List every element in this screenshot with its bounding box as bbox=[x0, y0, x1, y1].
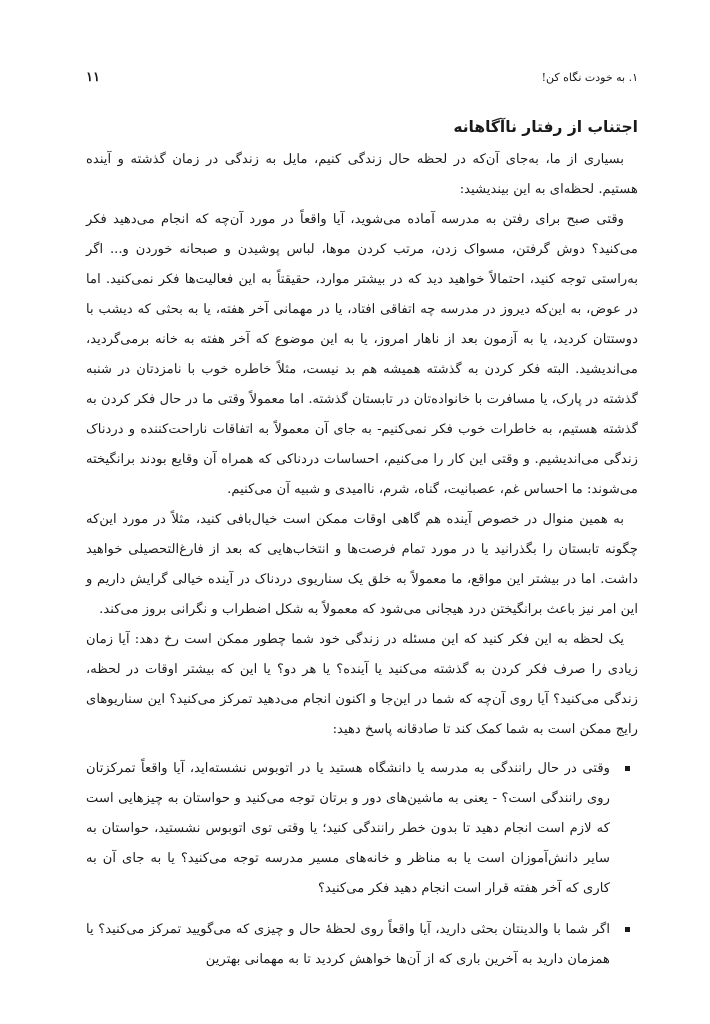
chapter-title: ۱. به خودت نگاه کن! bbox=[541, 71, 638, 84]
paragraph-future: به همین منوال در خصوص آینده هم گاهی اوقات ممکن است خیال‌بافی کنید، مثلاً در مورد این‌که چگونه تابستان را بگذرانید یا در مورد تمام فرصت‌ها و انتخاب‌هایی که بعد از فارغ‌التحصیلی خواهید داشت. اما در بیشتر این مواقع، ما معمولاً به خلق یک سناریوی دردناک در آینده خیالی گرایش داریم و این امر نیز باعث برانگیختن درد هیجانی می‌شود که معمولاً به شکل اضطراب و نگرانی بروز می‌کند. bbox=[86, 512, 638, 617]
paragraph-reflect: یک لحظه به این فکر کنید که این مسئله در زندگی خود شما چطور ممکن است رخ دهد: آیا زمان زیادی را صرف فکر کردن به گذشته می‌کنید یا آینده؟ یا هر دو؟ یا این که بیشتر اوقات در لحظه، زندگی می‌کنید؟ آیا روی آن‌چه که شما در این‌جا و اکنون انجام می‌دهید تمرکز می‌کنید؟ این سناریوهای رایج ممکن است به شما کمک کند تا صادقانه پاسخ دهید: bbox=[86, 632, 638, 737]
book-page bbox=[86, 70, 638, 986]
scenario-list bbox=[86, 754, 638, 975]
square-bullet-icon bbox=[625, 927, 630, 932]
list-item-text: وقتی در حال رانندگی به مدرسه یا دانشگاه هستید یا در اتوبوس نشسته‌اید، آیا واقعاً تمرکزتان روی رانندگی است؟ - یعنی به ماشین‌های دور و برتان توجه می‌کنید و حواستان به چیزهایی است که لازم است انجام دهید تا بدون خطر رانندگی کنید؛ یا وقتی توی اتوبوس نشستید، حواستان به سایر دانش‌آموزان است یا به مناظر و خانه‌های مسیر مدرسه توجه می‌کنید؟ یا به جای آن به کاری که آخر هفته قرار است انجام دهید فکر می‌کنید؟ bbox=[86, 761, 610, 896]
section-title: اجتناب از رفتار ناآگاهانه bbox=[453, 118, 638, 136]
paragraph-intro: بسیاری از ما، به‌جای آن‌که در لحظه حال زندگی کنیم، مایل به زندگی در زمان گذشته و آینده هستیم. لحظه‌ای به این بیندیشید: bbox=[86, 152, 638, 197]
list-item bbox=[86, 754, 630, 904]
list-item bbox=[86, 915, 630, 975]
paragraph-past: وقتی صبح برای رفتن به مدرسه آماده می‌شوید، آیا واقعاً در مورد آن‌چه که انجام می‌دهید فکر می‌کنید؟ دوش گرفتن، مسواک زدن، مرتب کردن موها، لباس پوشیدن و صبحانه خوردن و... اگر به‌راستی توجه کنید، احتمالاً خواهید دید که در بیشتر موارد، حقیقتاً به این فعالیت‌ها فکر نمی‌کنید. اما در عوض، به این‌که دیروز در مدرسه چه اتفاقی افتاد، یا در مهمانی آخر هفته، یا به بحثی که دیشب با دوستتان کردید، یا به آزمون بعد از ناهار امروز، یا به این موضوع که آخر هفته به خانه برمی‌گردید، می‌اندیشید. البته فکر کردن به گذشته همیشه هم بد نیست، مثلاً خاطره خوب با نامزدتان در شنبه گذشته در پارک، یا مسافرت با خانواده‌تان در تابستان گذشته. اما معمولاً وقتی ما در حال فکر کردن به گذشته هستیم، به خاطرات خوب فکر نمی‌کنیم- به جای آن معمولاً به اتفاقات ناراحت‌کننده و دردناک زندگی می‌اندیشیم. و وقتی این کار را می‌کنیم، احساسات دردناکی که همراه آن وقایع بودند برانگیخته می‌شوند: ما احساس غم، عصبانیت، گناه، شرم، ناامیدی و شبیه آن می‌کنیم. bbox=[86, 212, 638, 497]
square-bullet-icon bbox=[625, 766, 630, 771]
running-header bbox=[86, 70, 638, 90]
page-number: ۱۱ bbox=[86, 70, 100, 85]
list-item-text: اگر شما با والدینتان بحثی دارید، آیا واقعاً روی لحظهٔ حال و چیزی که می‌گویید تمرکز می‌کنید؟ یا همزمان دارید به آخرین باری که از آن‌ها خواهش کردید تا به مهمانی بهترین bbox=[86, 922, 610, 967]
